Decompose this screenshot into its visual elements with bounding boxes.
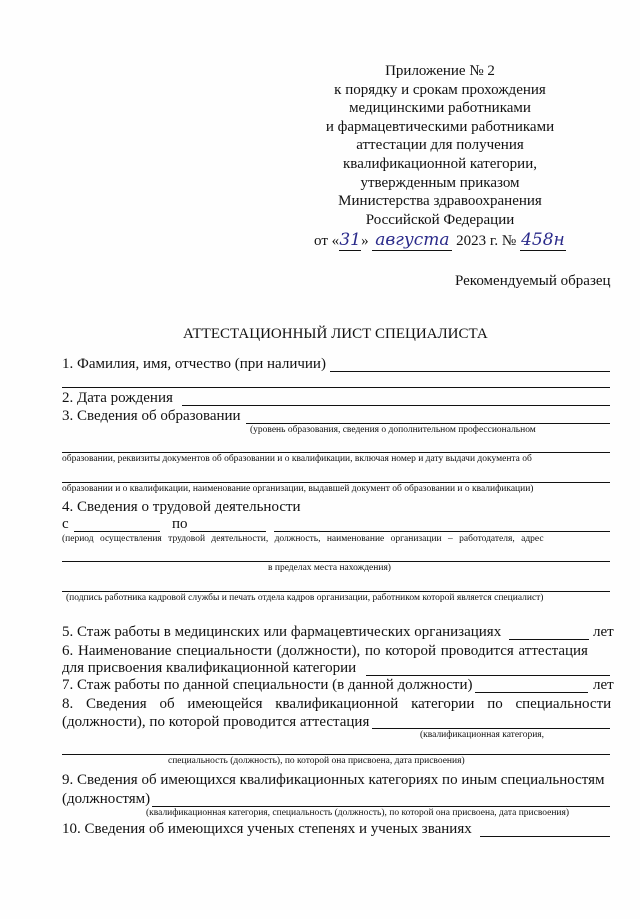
field-1-line[interactable] — [330, 371, 610, 372]
field-9-note: (квалификационная категория, специальность (должность), по которой она присвоена, дата присвоения) — [146, 808, 570, 818]
appendix-line: утвержденным приказом — [360, 174, 520, 191]
field-5-label: 5. Стаж работы в медицинских или фармацевтических организациях — [62, 624, 502, 640]
appendix-line: аттестации для получения — [356, 137, 524, 154]
field-9-label-2: (должностям) — [62, 791, 151, 807]
field-5-unit: лет — [593, 624, 614, 640]
field-2-label: 2. Дата рождения — [62, 390, 173, 406]
field-8-line[interactable] — [372, 728, 610, 729]
field-3-line[interactable] — [246, 423, 610, 424]
appendix-line: медицинскими работниками — [349, 100, 531, 117]
field-6-text-1: 6. Наименование специальности (должности), по которой проводится аттестация — [62, 643, 588, 659]
appendix-line: к порядку и срокам прохождения — [334, 81, 546, 98]
field-3-line-2[interactable] — [62, 452, 610, 453]
field-3-note-1: (уровень образования, сведения о дополнительном профессиональном — [250, 425, 536, 435]
appendix-line: Министерства здравоохранения — [338, 193, 542, 210]
field-5-line[interactable] — [509, 639, 589, 640]
field-8-label-2: (должности), по которой проводится аттестация — [62, 714, 370, 730]
order-month: августа — [372, 231, 452, 251]
field-4-note-3: (подпись работника кадровой службы и печать отдела кадров организации, работником которой является специалист) — [66, 593, 544, 603]
field-8-line-2[interactable] — [62, 754, 610, 755]
field-8-note-2: специальность (должность), по которой она присвоена, дата присвоения) — [168, 756, 465, 766]
order-number: 458н — [521, 230, 565, 251]
order-line — [300, 231, 580, 251]
field-10-line[interactable] — [480, 836, 610, 837]
field-4-note-2: в пределах места нахождения) — [268, 563, 391, 573]
field-3-label: 3. Сведения об образовании — [62, 408, 241, 424]
field-7-label: 7. Стаж работы по данной специальности (в данной должности) — [62, 677, 473, 693]
field-4-line[interactable] — [274, 531, 610, 532]
field-8-note-1: (квалификационная категория, — [420, 730, 545, 740]
appendix-line: и фармацевтическими работниками — [325, 118, 555, 135]
order-year: 2023 г. № — [456, 233, 517, 250]
field-6-label-2: для присвоения квалификационной категории — [62, 660, 357, 676]
field-4-from-line[interactable] — [74, 531, 160, 532]
field-9-line[interactable] — [152, 806, 610, 807]
field-10-label: 10. Сведения об имеющихся ученых степенях и ученых званиях — [62, 821, 472, 837]
field-1-label: 1. Фамилия, имя, отчество (при наличии) — [62, 356, 326, 372]
appendix-line: Российской Федерации — [365, 211, 515, 228]
field-3-line-3[interactable] — [62, 482, 610, 483]
field-7-unit: лет — [593, 677, 614, 693]
field-8-label-1: 8. Сведения об имеющейся квалификационной категории по специальности — [62, 696, 612, 712]
field-9-label-1: 9. Сведения об имеющихся квалификационных категориях по иным специальностям — [62, 772, 605, 788]
appendix-line: Приложение № 2 — [385, 63, 495, 79]
appendix-line: квалификационной категории, — [343, 155, 537, 172]
order-prefix: от « — [314, 233, 340, 250]
field-4-from-label: с — [62, 516, 69, 532]
field-3-note-3: образовании и о квалификации, наименование организации, выдавшей документ об образовании и о квалификации) — [62, 484, 534, 494]
field-4-note-1: (период осуществления трудовой деятельности, должность, наименование организации – работодателя, адрес — [62, 534, 544, 544]
field-4-to-line[interactable] — [190, 531, 266, 532]
field-4-to-label: по — [172, 516, 188, 532]
field-6-line-1 — [62, 642, 614, 660]
field-4-label: 4. Сведения о трудовой деятельности — [62, 499, 301, 515]
field-3-note-2: образовании, реквизиты документов об образовании и о квалификации, включая номер и дату выдачи документа об — [62, 454, 532, 464]
sample-label: Рекомендуемый образец — [455, 273, 611, 289]
order-day: 31 — [339, 230, 361, 251]
page-title: АТТЕСТАЦИОННЫЙ ЛИСТ СПЕЦИАЛИСТА — [183, 326, 488, 342]
field-1-line-2[interactable] — [62, 387, 610, 388]
field-6-line[interactable] — [366, 675, 610, 676]
appendix-block — [300, 62, 580, 251]
field-2-line[interactable] — [182, 405, 610, 406]
field-4-line-2[interactable] — [62, 561, 610, 562]
field-4-line-3[interactable] — [62, 591, 610, 592]
field-7-line[interactable] — [475, 692, 588, 693]
order-mid: » — [361, 233, 369, 250]
